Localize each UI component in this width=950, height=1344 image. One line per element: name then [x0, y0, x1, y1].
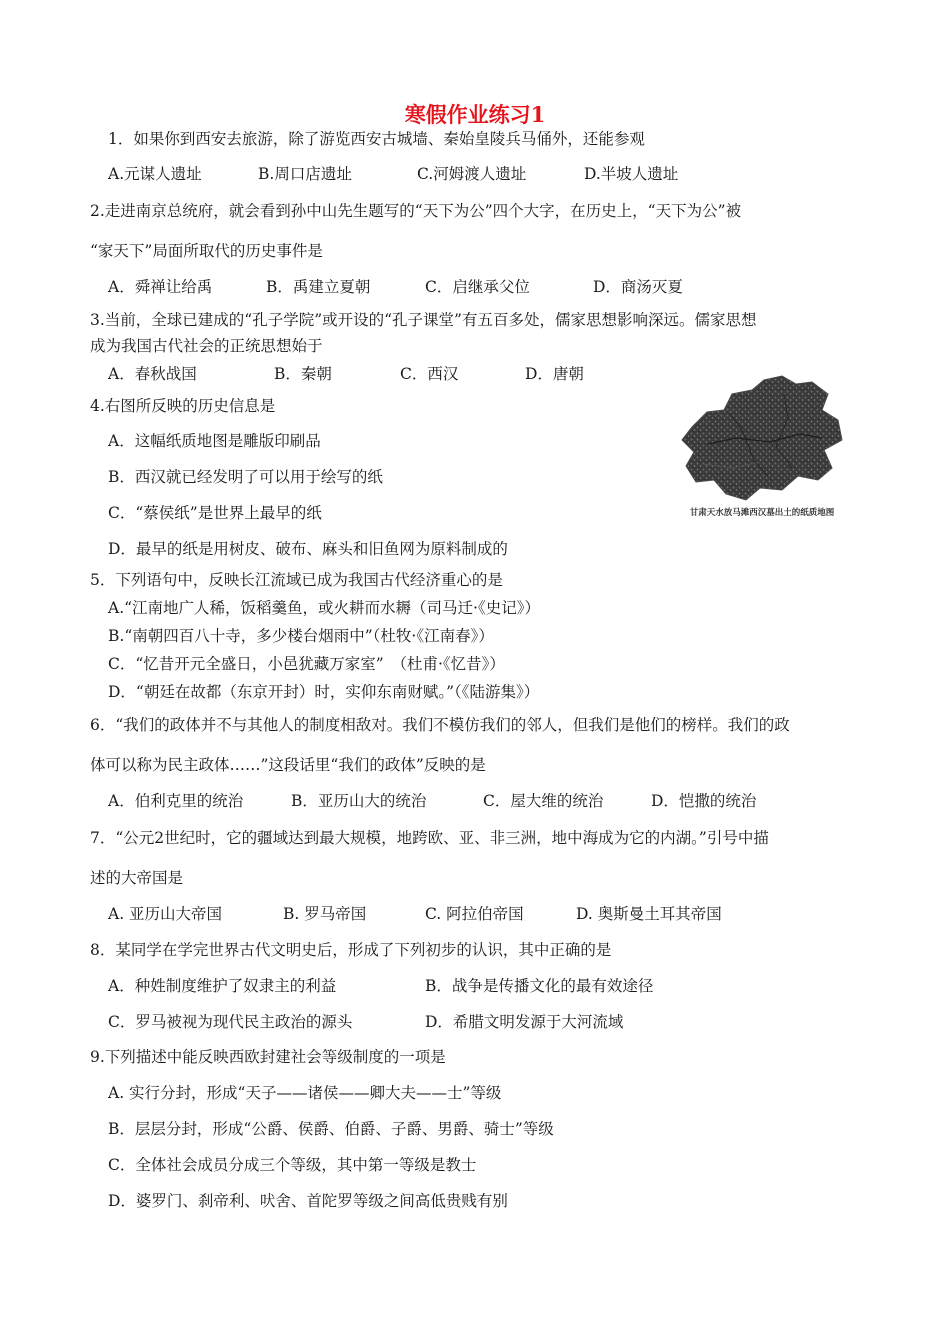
q8-option-a: A．种姓制度维护了奴隶主的利益 — [108, 977, 337, 995]
q3-stem-line2: 成为我国古代社会的正统思想始于 — [90, 337, 323, 355]
q3-option-a: A．春秋战国 — [108, 365, 197, 383]
q1-option-c: C.河姆渡人遗址 — [417, 165, 527, 183]
q1-option-a: A.元谋人遗址 — [108, 165, 202, 183]
q5-stem: 5．下列语句中，反映长江流域已成为我国古代经济重心的是 — [90, 571, 503, 589]
q2-option-d: D．商汤灭夏 — [593, 278, 683, 296]
q4-option-c: C．“蔡侯纸”是世界上最早的纸 — [108, 504, 322, 522]
q4-stem: 4.右图所反映的历史信息是 — [90, 397, 276, 415]
paper-map-image — [672, 372, 852, 502]
q6-option-a: A．伯利克里的统治 — [108, 792, 244, 810]
q7-option-b: B. 罗马帝国 — [283, 905, 367, 923]
q4-option-b: B．西汉就已经发明了可以用于绘写的纸 — [108, 468, 383, 486]
paper-map-figure — [672, 372, 852, 522]
q8-stem: 8．某同学在学完世界古代文明史后，形成了下列初步的认识，其中正确的是 — [90, 941, 612, 959]
q2-stem-line2: “家天下”局面所取代的历史事件是 — [90, 242, 323, 260]
q2-option-a: A．舜禅让给禹 — [108, 278, 213, 296]
q7-stem-line1: 7．“公元2世纪时，它的疆域达到最大规模，地跨欧、亚、非三洲，地中海成为它的内湖。”引号中描 — [90, 829, 769, 847]
q7-stem-line2: 述的大帝国是 — [90, 869, 184, 887]
q9-option-d: D．婆罗门、刹帝利、吠舍、首陀罗等级之间高低贵贱有别 — [108, 1192, 508, 1210]
q7-option-a: A. 亚历山大帝国 — [108, 905, 223, 923]
q1-option-d: D.半坡人遗址 — [584, 165, 679, 183]
q5-option-a: A.“江南地广人稀，饭稻羹鱼，或火耕而水耨（司马迁·《史记》） — [108, 599, 540, 617]
q8-option-c: C．罗马被视为现代民主政治的源头 — [108, 1013, 353, 1031]
q3-option-c: C．西汉 — [400, 365, 459, 383]
q6-option-d: D．恺撒的统治 — [651, 792, 757, 810]
q4-option-a: A．这幅纸质地图是雕版印刷品 — [108, 432, 321, 450]
q6-stem-line1: 6．“我们的政体并不与其他人的制度相敌对。我们不模仿我们的邻人，但我们是他们的榜样。我们的政 — [90, 716, 790, 734]
q6-stem-line2: 体可以称为民主政体……”这段话里“我们的政体”反映的是 — [90, 756, 486, 774]
q6-option-c: C．屋大维的统治 — [483, 792, 604, 810]
q8-option-b: B．战争是传播文化的最有效途径 — [425, 977, 654, 995]
q4-option-d: D．最早的纸是用树皮、破布、麻头和旧鱼网为原料制成的 — [108, 540, 508, 558]
q6-option-b: B．亚历山大的统治 — [291, 792, 427, 810]
q5-option-d: D．“朝廷在故都（东京开封）时，实仰东南财赋。”（《陆游集》） — [108, 683, 540, 701]
q9-option-b: B．层层分封，形成“公爵、侯爵、伯爵、子爵、男爵、骑士”等级 — [108, 1120, 554, 1138]
q7-option-c: C. 阿拉伯帝国 — [425, 905, 524, 923]
q2-option-b: B．禹建立夏朝 — [266, 278, 371, 296]
paper-map-caption: 甘肃天水放马滩西汉墓出土的纸质地图 — [689, 508, 835, 518]
q5-option-b: B.“南朝四百八十寺，多少楼台烟雨中”（杜牧·《江南春》） — [108, 627, 494, 645]
q5-option-c: C．“忆昔开元全盛日，小邑犹藏万家室” （杜甫·《忆昔》） — [108, 655, 505, 673]
q7-option-d: D. 奥斯曼土耳其帝国 — [576, 905, 722, 923]
q3-stem-line1: 3.当前，全球已建成的“孔子学院”或开设的“孔子课堂”有五百多处，儒家思想影响深远。儒家思想 — [90, 311, 757, 329]
q2-stem-line1: 2.走进南京总统府，就会看到孙中山先生题写的“天下为公”四个大字，在历史上，“天下为公”被 — [90, 202, 741, 220]
q3-option-b: B．秦朝 — [274, 365, 332, 383]
q9-option-c: C．全体社会成员分成三个等级，其中第一等级是教士 — [108, 1156, 477, 1174]
q9-stem: 9.下列描述中能反映西欧封建社会等级制度的一项是 — [90, 1048, 446, 1066]
q2-option-c: C．启继承父位 — [425, 278, 530, 296]
q9-option-a: A. 实行分封，形成“天子——诸侯——卿大夫——士”等级 — [108, 1084, 502, 1102]
q3-option-d: D．唐朝 — [525, 365, 584, 383]
q1-stem: 1．如果你到西安去旅游，除了游览西安古城墙、秦始皇陵兵马俑外，还能参观 — [108, 130, 645, 148]
page-title: 寒假作业练习1 — [404, 102, 546, 127]
q1-option-b: B.周口店遗址 — [258, 165, 352, 183]
q8-option-d: D．希腊文明发源于大河流域 — [425, 1013, 624, 1031]
